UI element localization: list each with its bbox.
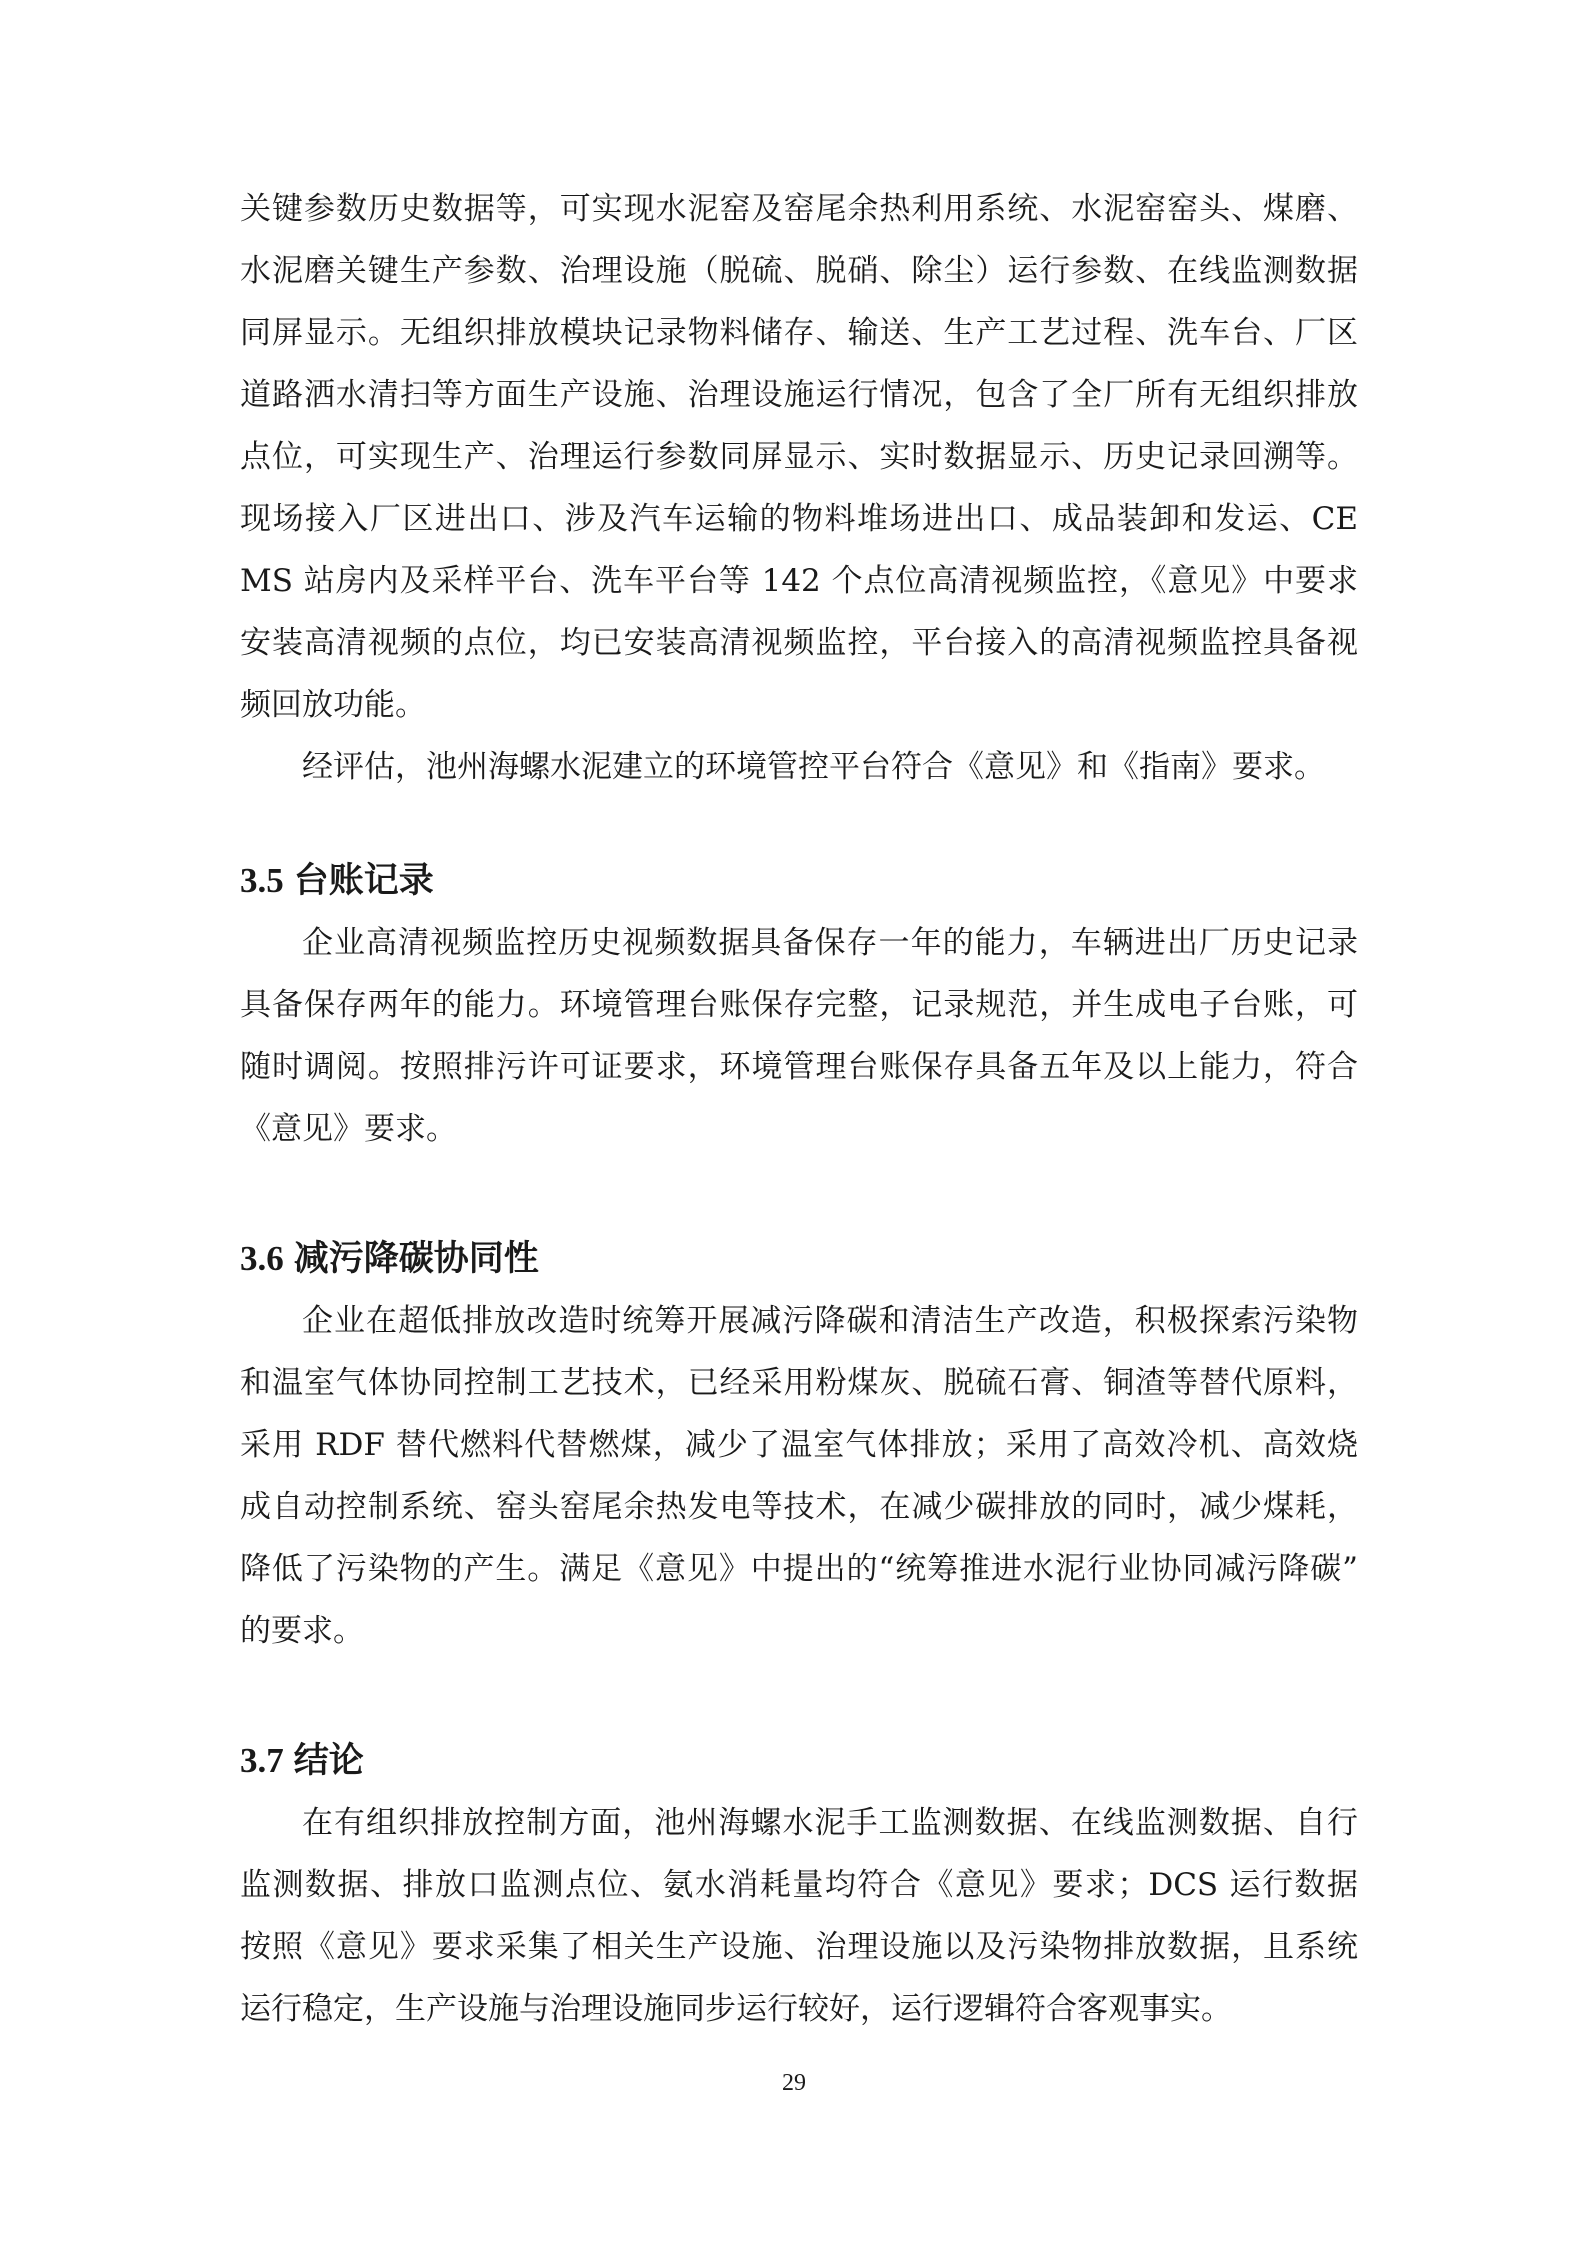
paragraph-line: 的要求。	[240, 1613, 364, 1649]
paragraph-line: 成自动控制系统、窑头窑尾余热发电等技术，在减少碳排放的同时，减少煤耗，	[240, 1489, 1358, 1525]
section-title: 减污降碳协同性	[293, 1238, 539, 1279]
paragraph-line: 现场接入厂区进出口、涉及汽车运输的物料堆场进出口、成品装卸和发运、CE	[240, 501, 1358, 537]
paragraph-line: 道路洒水清扫等方面生产设施、治理设施运行情况，包含了全厂所有无组织排放	[240, 377, 1358, 413]
section-number: 3.7	[240, 1741, 284, 1780]
section-title: 结论	[293, 1740, 364, 1781]
section-heading-3-7	[240, 1730, 364, 1792]
paragraph-line: 在有组织排放控制方面，池州海螺水泥手工监测数据、在线监测数据、自行	[302, 1805, 1358, 1841]
section-number: 3.6	[240, 1239, 284, 1278]
paragraph-line: 运行稳定，生产设施与治理设施同步运行较好，运行逻辑符合客观事实。	[240, 1991, 1232, 2027]
page-number: 29	[782, 2070, 806, 2096]
paragraph-line: 水泥磨关键生产参数、治理设施（脱硫、脱硝、除尘）运行参数、在线监测数据	[240, 253, 1358, 289]
paragraph-line: 降低了污染物的产生。满足《意见》中提出的“统筹推进水泥行业协同减污降碳”	[240, 1551, 1358, 1587]
paragraph-line: 频回放功能。	[240, 687, 426, 723]
paragraph-line: 和温室气体协同控制工艺技术，已经采用粉煤灰、脱硫石膏、铜渣等替代原料，	[240, 1365, 1358, 1401]
paragraph-line: 点位，可实现生产、治理运行参数同屏显示、实时数据显示、历史记录回溯等。	[240, 439, 1358, 475]
paragraph-line: 同屏显示。无组织排放模块记录物料储存、输送、生产工艺过程、洗车台、厂区	[240, 315, 1358, 351]
paragraph-line: 安装高清视频的点位，均已安装高清视频监控，平台接入的高清视频监控具备视	[240, 625, 1358, 661]
paragraph-line: 《意见》要求。	[240, 1111, 457, 1147]
paragraph-line: 采用 RDF 替代燃料代替燃煤，减少了温室气体排放；采用了高效冷机、高效烧	[240, 1427, 1358, 1463]
paragraph-line: 随时调阅。按照排污许可证要求，环境管理台账保存具备五年及以上能力，符合	[240, 1049, 1358, 1085]
paragraph-line: 按照《意见》要求采集了相关生产设施、治理设施以及污染物排放数据，且系统	[240, 1929, 1358, 1965]
paragraph-line: MS 站房内及采样平台、洗车平台等 142 个点位高清视频监控，《意见》中要求	[240, 563, 1358, 599]
paragraph-line: 具备保存两年的能力。环境管理台账保存完整，记录规范，并生成电子台账，可	[240, 987, 1358, 1023]
section-number: 3.5	[240, 861, 284, 900]
paragraph-line: 企业高清视频监控历史视频数据具备保存一年的能力，车辆进出厂历史记录	[302, 925, 1358, 961]
paragraph-line: 经评估，池州海螺水泥建立的环境管控平台符合《意见》和《指南》要求。	[302, 749, 1325, 785]
section-heading-3-5	[240, 850, 434, 912]
section-title: 台账记录	[293, 860, 434, 901]
section-heading-3-6	[240, 1228, 539, 1290]
paragraph-line: 企业在超低排放改造时统筹开展减污降碳和清洁生产改造，积极探索污染物	[302, 1303, 1358, 1339]
paragraph-line: 关键参数历史数据等，可实现水泥窑及窑尾余热利用系统、水泥窑窑头、煤磨、	[240, 191, 1358, 227]
paragraph-line: 监测数据、排放口监测点位、氨水消耗量均符合《意见》要求；DCS 运行数据	[240, 1867, 1358, 1903]
